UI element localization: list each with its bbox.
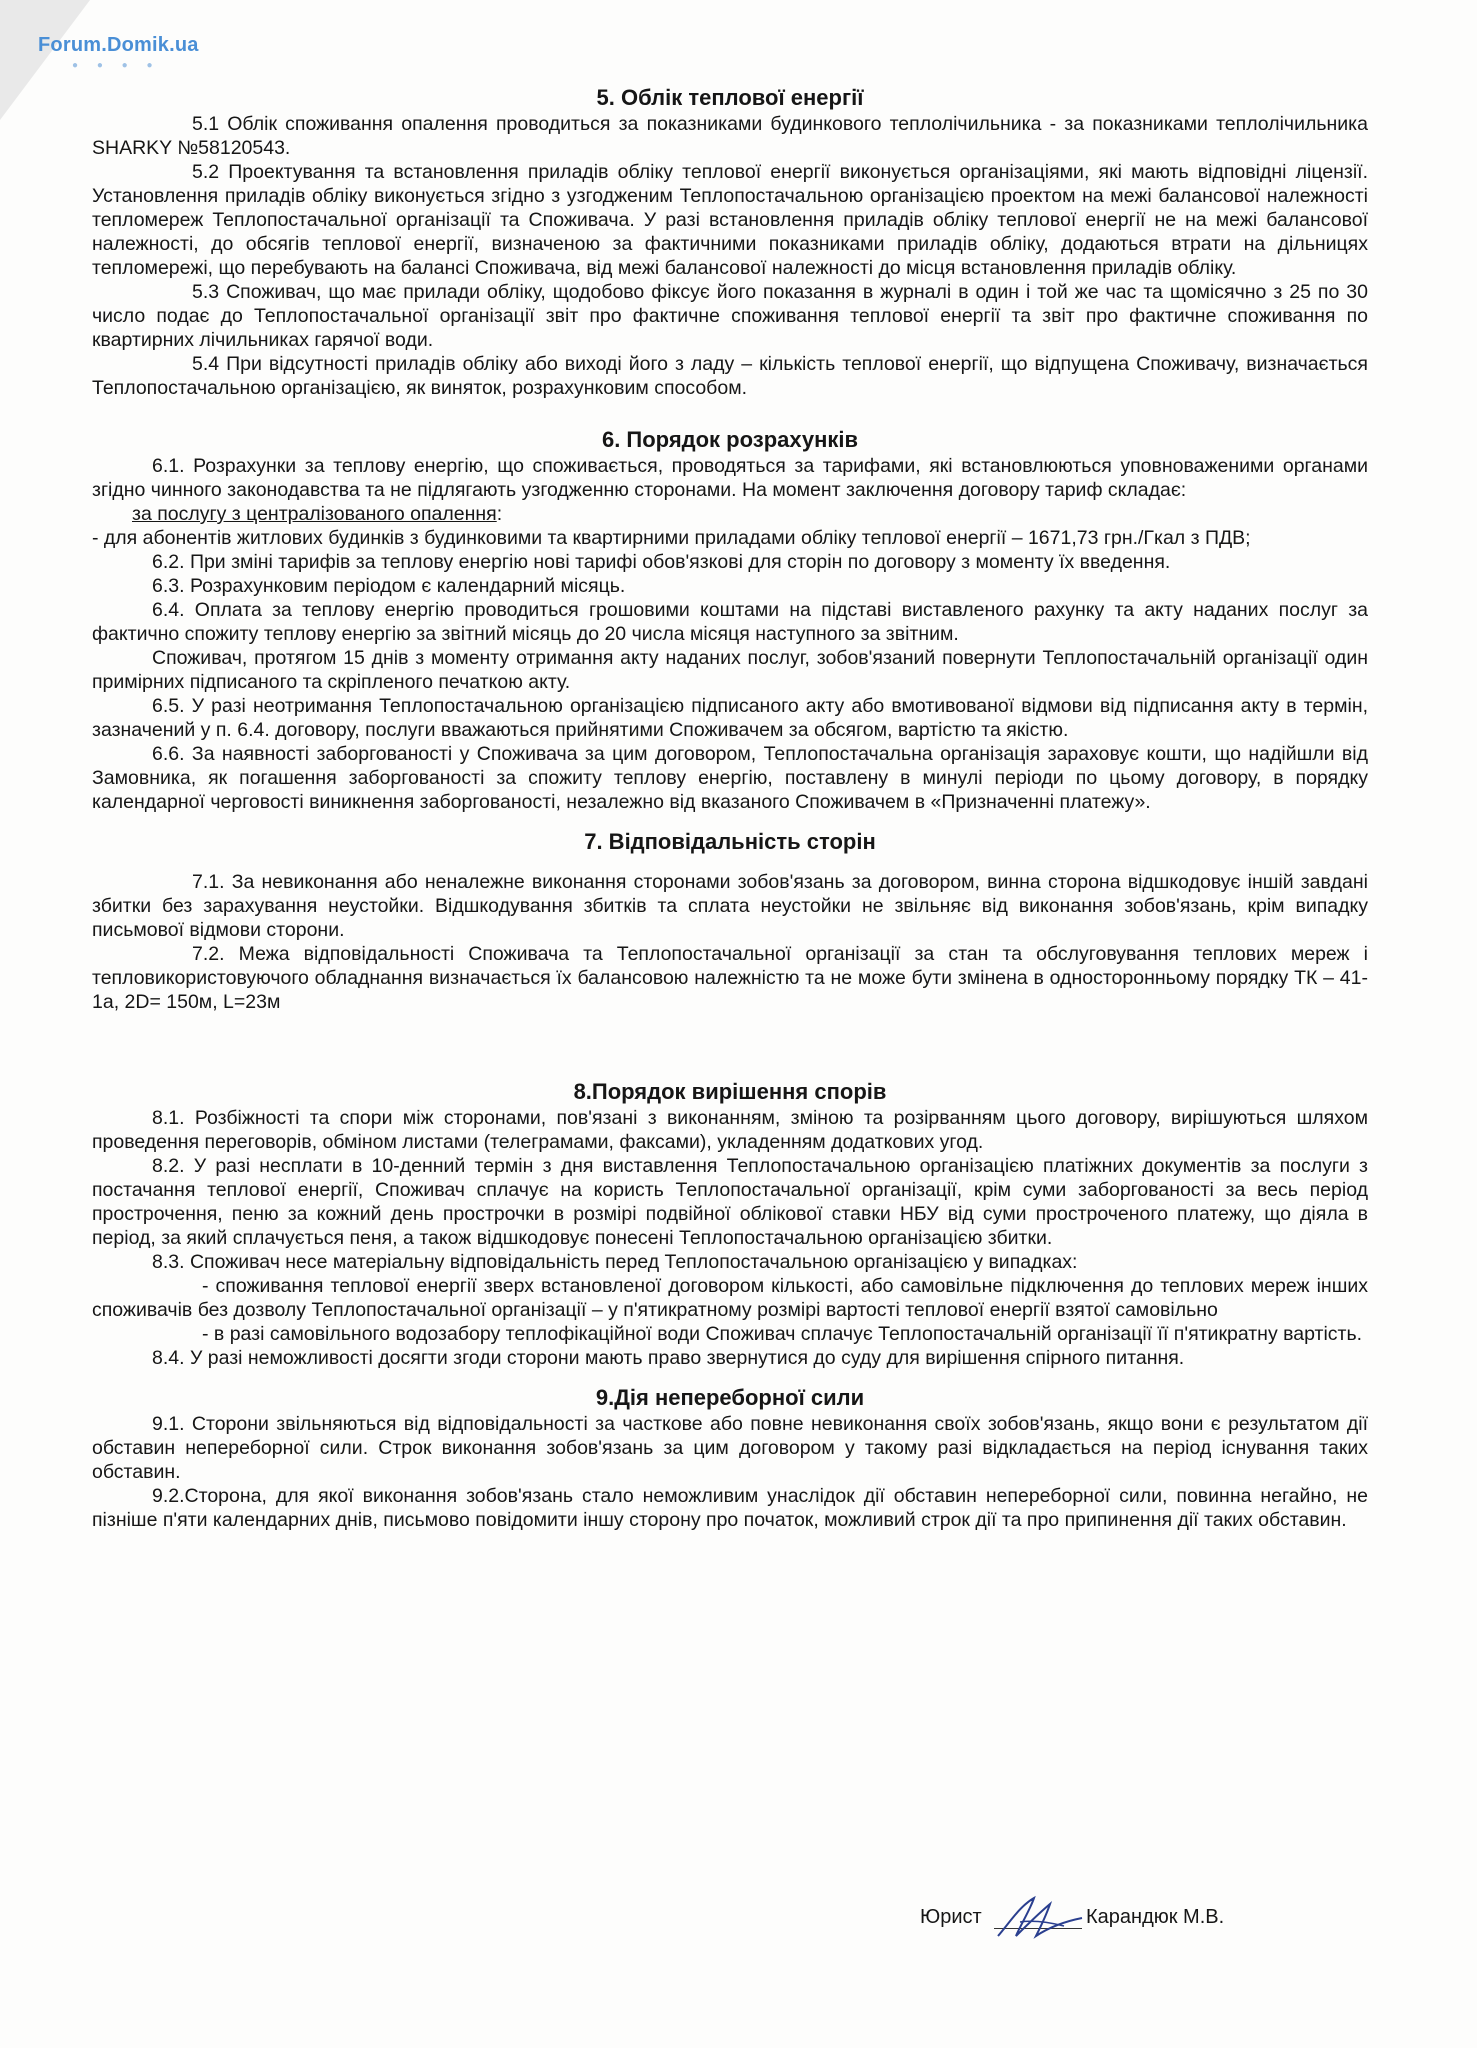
signature-name: Карандюк М.В. [1086,1906,1225,1928]
section-5-title: 5. Облік теплової енергії [596,85,864,110]
document-body [92,84,1368,1532]
paragraph-5-1: 5.1 Облік споживання опалення проводиться за показниками будинкового теплолічильника - за показниками теплолічильника SHARKY №58120543. [92,113,1368,159]
paragraph-8-4: 8.4. У разі неможливості досягти згоди сторони мають право звернутися до суду для вирішення спірного питання. [152,1347,1185,1369]
watermark-logo: Forum.Domik.ua [38,34,199,56]
handwritten-signature [990,1892,1090,1948]
paragraph-5-2: 5.2 Проектування та встановлення приладів обліку теплової енергії виконується організаціями, які мають відповідні ліцензії. Установлення приладів обліку виконується згідно з узгодженим Теплопостачальною організацією проектом на межі балансової належності тепломереж Теплопостачальної організації та Споживача. У разі встановлення приладів обліку теплової енергії не на межі балансової належності, до обсягів теплової енергії, визначеною за фактичними показниками приладів обліку, додаються втрати на дільницях тепломережі, що перебувають на балансі Споживача, від межі балансової належності до місця встановлення приладів обліку. [92,161,1368,279]
section-6-title: 6. Порядок розрахунків [601,427,859,452]
paragraph-5-3: 5.3 Споживач, що має прилади обліку, щодобово фіксує його показання в журналі в один і той же час та щомісячно з 25 по 30 число подає до Теплопостачальної організації звіт про фактичне споживання теплової енергії та звіт про фактичне споживання по квартирних лічильниках гарячої води. [92,281,1368,351]
section-7-title: 7. Відповідальність сторін [584,829,876,854]
paragraph-6-4: 6.4. Оплата за теплову енергію проводиться грошовими коштами на підставі виставленого рахунку та акту наданих послуг за фактично спожиту теплову енергію за звітний місяць до 20 числа місяця наступного за звітним. [92,599,1368,645]
signature-role: Юрист [920,1906,982,1928]
paragraph-8-3-item-1: - споживання теплової енергії зверх встановленої договором кількості, або самовільне підключення до теплових мереж інших споживачів без дозволу Теплопостачальної організації – у п'ятикратному розмірі вартості теплової енергії взятої самовільно [92,1275,1368,1321]
paragraph-8-1: 8.1. Розбіжності та спори між сторонами, пов'язані з виконанням, зміною та розірванням цього договору, вирішуються шляхом проведення переговорів, обміном листами (телеграмами, факсами), укладенням додаткових угод. [92,1107,1368,1153]
paragraph-8-3: 8.3. Споживач несе матеріальну відповідальність перед Теплопостачальною організацією у випадках: [152,1251,1078,1273]
paragraph-9-2: 9.2.Сторона, для якої виконання зобов'язань стало неможливим унаслідок дії обставин непереборної сили, повинна негайно, не пізніше п'яти календарних днів, письмово повідомити іншу сторону про початок, можливий строк дії та про припинення дії таких обставин. [92,1485,1368,1531]
paragraph-6-1-tariff: - для абонентів житлових будинків з будинковими та квартирними приладами обліку теплової енергії – 1671,73 грн./Гкал з ПДВ; [92,527,1251,549]
watermark-dots: ● ● ● ● [72,60,161,71]
paragraph-6-3: 6.3. Розрахунковим періодом є календарний місяць. [152,575,626,597]
section-8-title: 8.Порядок вирішення спорів [573,1079,887,1104]
signature-block [920,1892,1340,1952]
paragraph-8-2: 8.2. У разі несплати в 10-денний термін з дня виставлення Теплопостачальною організацією платіжних документів за послуги з постачання теплової енергії, Споживач сплачує на користь Теплопостачальної організації, крім суми заборгованості за весь період прострочення, пеню за кожний день прострочки в розмірі подвійної облікової ставки НБУ від суми простроченого платежу, що діяла в період, за який сплачується пеня, а також відшкодовує понесені Теплопостачальною організацією збитки. [92,1155,1368,1249]
paragraph-6-1: 6.1. Розрахунки за теплову енергію, що споживається, проводяться за тарифами, які встановлюються уповноваженими органами згідно чинного законодавства та не підлягають узгодженню сторонами. На момент заключення договору тариф складає: [92,455,1368,501]
paragraph-9-1: 9.1. Сторони звільняються від відповідальності за часткове або повне невиконання своїх зобов'язань, якщо вони є результатом дії обставин непереборної сили. Строк виконання зобов'язань за цим договором у такому разі відкладається на період існування таких обставин. [92,1413,1368,1483]
service-colon: : [496,503,503,525]
paragraph-6-6: 6.6. За наявності заборгованості у Споживача за цим договором, Теплопостачальна організація зараховує кошти, що надійшли від Замовника, як погашення заборгованості за спожиту теплову енергію, поставлену в минулі періоди по цьому договору, в порядку календарної черговості виникнення заборгованості, незалежно від вказаного Споживачем в «Призначенні платежу». [92,743,1368,813]
paragraph-6-2: 6.2. При зміні тарифів за теплову енергію нові тарифі обов'язкові для сторін по договору з моменту їх введення. [152,551,1171,573]
paragraph-5-4: 5.4 При відсутності приладів обліку або виході його з ладу – кількість теплової енергії, що відпущена Споживачу, визначається Теплопостачальною організацією, як виняток, розрахунковим способом. [92,353,1368,399]
underlined-service-label: за послугу з централізованого опалення [132,503,497,525]
paragraph-6-5: 6.5. У разі неотримання Теплопостачальною організацією підписаного акту або вмотивованої відмови від підписання акту в термін, зазначений у п. 6.4. договору, послуги вважаються прийнятими Споживачем за обсягом, вартістю та якістю. [92,695,1368,741]
paragraph-6-4-continued: Споживач, протягом 15 днів з моменту отримання акту наданих послуг, зобов'язаний повернути Теплопостачальній організації один примірних підписаного та скріпленого печаткою акту. [92,647,1368,693]
paragraph-7-2: 7.2. Межа відповідальності Споживача та Теплопостачальної організації за стан та обслуговування теплових мереж і тепловикористовуючого обладнання визначається їх балансовою належністю та не може бути змінена в односторонньому порядку ТК – 41-1а, 2D= 150м, L=23м [92,943,1368,1013]
section-9-title: 9.Дія непереборної сили [595,1385,865,1410]
paragraph-7-1: 7.1. За невиконання або неналежне виконання сторонами зобов'язань за договором, винна сторона відшкодовує іншій завдані збитки без зарахування неустойки. Відшкодування збитків та сплата неустойки не звільняє від виконання зобов'язань, крім випадку письмової відмови сторони. [92,871,1368,941]
paragraph-6-1-service [92,502,1368,526]
paragraph-8-3-item-2: - в разі самовільного водозабору теплофікаційної води Споживач сплачує Теплопостачальній організації її п'ятикратну вартість. [202,1323,1363,1345]
